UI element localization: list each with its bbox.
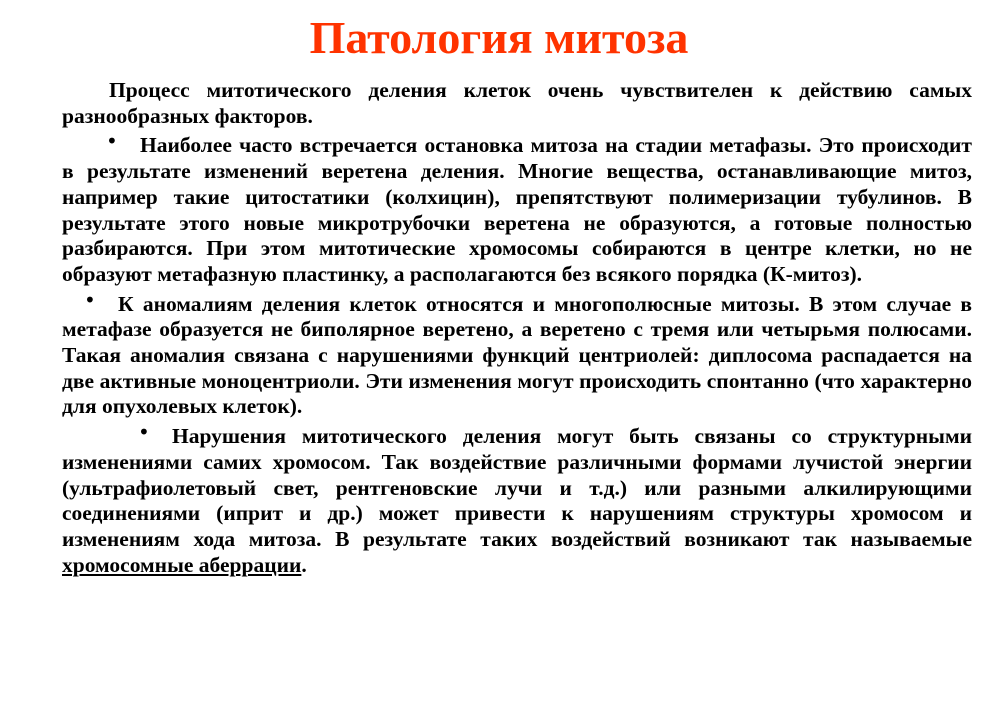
bullet-paragraph-3: [62, 420, 972, 578]
bullet-icon: •: [138, 420, 150, 445]
slide-content: [62, 78, 972, 582]
chromosome-aberrations-link[interactable]: хромосомные аберрации: [62, 552, 302, 577]
intro-text: Процесс митотического деления клеток очень чувствителен к действию самых разнообразных факторов.: [62, 78, 972, 128]
bullet-paragraph-1: [62, 129, 972, 287]
bullet-icon: •: [84, 287, 96, 312]
paragraph-1-text: Наиболее часто встречается остановка митоза на стадии метафазы. Это происходит в результате изменений веретена деления. Многие вещества, останавливающие митоз, например такие цитостатики (колхицин), препятствуют полимеризации тубулинов. В результате этого новые микротрубочки веретена не образуются, а готовые полностью разбираются. При этом митотические хромосомы собираются в центре клетки, но не образуют метафазную пластинку, а располагаются без всякого порядка (К-митоз).: [62, 133, 972, 286]
final-period: .: [301, 552, 307, 577]
paragraph-3-text: Нарушения митотического деления могут быть связаны со структурными изменениями самих хромосом. Так воздействие различными формами лучистой энергии (ультрафиолетовый свет, рентгеновские лучи и т.д.) или разными алкилирующими соединениями (иприт и др.) может привести к нарушениям структуры хромосом и изменениям хода митоза. В результате таких воздействий возникают так называемые: [62, 424, 972, 551]
slide-title: Патология митоза: [309, 12, 689, 63]
paragraph-2-text: К аномалиям деления клеток относятся и многополюсные митозы. В этом случае в метафазе образуется не биполярное веретено, а веретено с тремя или четырьмя полюсами. Такая аномалия связана с нарушениями функций центриолей: диплосома распадается на две активные моноцентриоли. Эти изменения могут происходить спонтанно (что характерно для опухолевых клеток).: [62, 291, 972, 419]
intro-paragraph: [62, 78, 972, 129]
bullet-paragraph-2: [62, 287, 972, 421]
bullet-icon: •: [106, 129, 118, 154]
